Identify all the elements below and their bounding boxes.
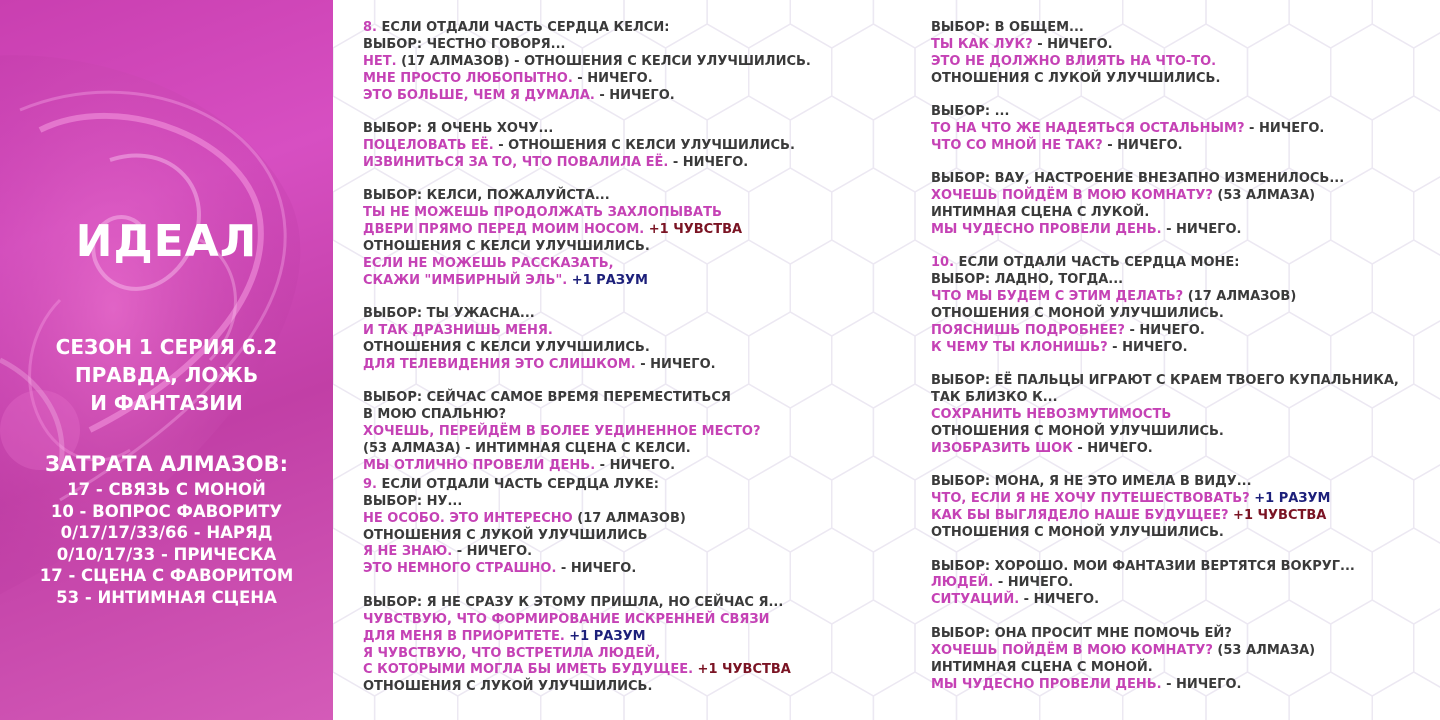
choice-text: (53 АЛМАЗА) [1212,188,1316,204]
choice-text: - НИЧЕГО. [1124,323,1205,339]
choice-block [363,477,811,578]
choice-block [363,595,811,696]
choice-option: ЭТО БОЛЬШЕ, ЧЕМ Я ДУМАЛА. [363,87,595,103]
choice-text: ИНТИМНАЯ СЦЕНА С МОНОЙ. [931,659,1153,675]
choice-line [363,239,811,256]
choice-line [363,662,811,679]
choice-text: (53 АЛМАЗА) - ИНТИМНАЯ СЦЕНА С КЕЛСИ. [363,441,691,457]
choice-option: ЭТО НЕМНОГО СТРАШНО. [363,561,557,577]
hexagon-shape [832,168,915,264]
choice-line [931,407,1399,424]
page-title: ИДЕАЛ [75,216,258,267]
choice-block [931,104,1399,155]
choice-line [363,561,811,578]
choice-text: ВЫБОР: ... [931,104,1010,120]
choice-option: ДЛЯ МЕНЯ В ПРИОРИТЕТЕ. [363,628,565,644]
choice-option: СОХРАНИТЬ НЕВОЗМУТИМОСТЬ [931,407,1172,423]
choice-line [931,323,1399,340]
choice-line [931,272,1399,289]
choice-text: ВЫБОР: ОНА ПРОСИТ МНЕ ПОМОЧЬ ЕЙ? [931,625,1232,641]
choice-line [363,511,811,528]
choice-text: (53 АЛМАЗА) [1212,642,1316,658]
mind-bonus: +1 РАЗУМ [564,628,646,644]
choice-block [363,121,811,172]
choice-line [363,477,811,494]
choice-line [363,407,811,424]
choice-text: ОТНОШЕНИЯ С МОНОЙ УЛУЧШИЛИСЬ. [931,424,1224,440]
choice-line [931,626,1399,643]
diamond-cost-heading: ЗАТРАТА АЛМАЗОВ: [44,452,289,476]
choice-line [363,273,811,290]
choice-text: - НИЧЕГО. [594,87,675,103]
choice-line [363,458,811,475]
choice-option: ДЛЯ ТЕЛЕВИДЕНИЯ ЭТО СЛИШКОМ. [363,356,636,372]
choice-text: - НИЧЕГО. [1161,676,1242,692]
choice-line [931,559,1399,576]
choice-option: ЧУВСТВУЮ, ЧТО ФОРМИРОВАНИЕ ИСКРЕННЕЙ СВЯЗИ [363,611,770,627]
episode-line: И ФАНТАЗИИ [90,391,243,415]
choice-block [931,255,1399,356]
choice-option: ДВЕРИ ПРЯМО ПЕРЕД МОИМ НОСОМ. [363,222,645,238]
choice-option: МЫ ЧУДЕСНО ПРОВЕЛИ ДЕНЬ. [931,222,1162,238]
choice-line [363,595,811,612]
choice-line [363,256,811,273]
choice-line [931,37,1399,54]
choice-line [931,373,1399,390]
choice-text: ОТНОШЕНИЯ С КЕЛСИ УЛУЧШИЛИСЬ. [363,238,650,254]
choice-line [363,155,811,172]
choice-line [931,390,1399,407]
choice-line [363,121,811,138]
choice-line [931,575,1399,592]
choice-text: - НИЧЕГО. [993,575,1074,591]
choice-line [363,612,811,629]
choice-line [931,508,1399,525]
choice-text: - НИЧЕГО. [1019,592,1100,608]
choice-text: - НИЧЕГО. [572,70,653,86]
choice-line [363,357,811,374]
choice-text: ОТНОШЕНИЯ С ЛУКОЙ УЛУЧШИЛИСЬ. [363,679,653,695]
choice-option: МЫ ОТЛИЧНО ПРОВЕЛИ ДЕНЬ. [363,457,596,473]
hexagon-shape [1414,24,1440,120]
senses-bonus: +1 ЧУВСТВА [644,222,743,238]
choice-line [363,88,811,105]
choice-line [931,491,1399,508]
choice-text: ВЫБОР: МОНА, Я НЕ ЭТО ИМЕЛА В ВИДУ... [931,474,1252,490]
choice-line [363,544,811,561]
choice-option: ЧТО СО МНОЙ НЕ ТАК? [931,137,1103,153]
choice-text: ОТНОШЕНИЯ С МОНОЙ УЛУЧШИЛИСЬ. [931,525,1224,541]
choice-option: НЕ ОСОБО. ЭТО ИНТЕРЕСНО [363,510,573,526]
senses-bonus: +1 ЧУВСТВА [1228,508,1327,524]
choice-line [363,54,811,71]
choice-block [931,474,1399,542]
choice-line [363,679,811,696]
diamond-cost-list [0,479,333,609]
section-number: 8. [363,20,377,35]
episode-line: СЕЗОН 1 СЕРИЯ 6.2 [55,335,278,359]
choice-option: ХОЧЕШЬ, ПЕРЕЙДЁМ В БОЛЕЕ УЕДИНЕННОЕ МЕСТО? [363,424,761,440]
choice-line [363,646,811,663]
choice-block [363,20,811,105]
cost-item: 0/17/17/33/66 - НАРЯД [60,523,273,543]
choice-line [931,121,1399,138]
episode-title [0,333,333,417]
choice-line [363,390,811,407]
choice-text: ВЫБОР: КЕЛСИ, ПОЖАЛУЙСТА... [363,188,610,204]
choice-block [931,171,1399,239]
choice-option: ТО НА ЧТО ЖЕ НАДЕЯТЬСЯ ОСТАЛЬНЫМ? [931,121,1245,137]
choice-line [931,104,1399,121]
choice-text: ЕСЛИ ОТДАЛИ ЧАСТЬ СЕРДЦА КЕЛСИ: [376,20,670,35]
choice-line [363,528,811,545]
choice-line [931,54,1399,71]
section-number: 10. [931,255,955,271]
choice-line [931,441,1399,458]
hexagon-shape [1414,168,1440,264]
choice-line [931,222,1399,239]
hexagon-shape [1414,600,1440,696]
choice-line [363,424,811,441]
choice-option: МНЕ ПРОСТО ЛЮБОПЫТНО. [363,70,573,86]
choice-option: ЕСЛИ НЕ МОЖЕШЬ РАССКАЗАТЬ, [363,255,614,271]
choice-line [363,138,811,155]
left-banner [0,0,333,720]
choice-option: ИЗВИНИТЬСЯ ЗА ТО, ЧТО ПОВАЛИЛА ЕЁ. [363,154,669,170]
choice-line [931,660,1399,677]
choice-line [363,441,811,458]
choice-text: - НИЧЕГО. [1244,121,1325,137]
choice-line [931,20,1399,37]
choice-text: - НИЧЕГО. [1072,441,1153,457]
hexagon-shape [832,24,915,120]
choice-option: НЕТ. [363,53,397,69]
choice-text: (17 АЛМАЗОВ) [572,510,686,526]
choice-line [931,643,1399,660]
choice-text: ВЫБОР: ЧЕСТНО ГОВОРЯ... [363,36,566,52]
choice-line [931,205,1399,222]
choice-text: - НИЧЕГО. [635,356,716,372]
choice-text: (17 АЛМАЗОВ) - ОТНОШЕНИЯ С КЕЛСИ УЛУЧШИЛИСЬ. [396,53,811,69]
choice-text: ЕСЛИ ОТДАЛИ ЧАСТЬ СЕРДЦА МОНЕ: [954,255,1240,271]
choice-option: ПОЦЕЛОВАТЬ ЕЁ. [363,137,494,153]
choice-line [931,188,1399,205]
choice-line [363,323,811,340]
choice-text: ВЫБОР: СЕЙЧАС САМОЕ ВРЕМЯ ПЕРЕМЕСТИТЬСЯ [363,390,731,406]
choice-line [363,340,811,357]
cost-item: 10 - ВОПРОС ФАВОРИТУ [50,501,283,521]
choice-text: - НИЧЕГО. [668,154,749,170]
choice-text: - НИЧЕГО. [1107,340,1188,355]
mind-bonus: +1 РАЗУМ [567,272,648,288]
choice-line [363,629,811,646]
choice-option: Я ЧУВСТВУЮ, ЧТО ВСТРЕТИЛА ЛЮДЕЙ, [363,645,661,661]
choice-text: ВЫБОР: ХОРОШО. МОИ ФАНТАЗИИ ВЕРТЯТСЯ ВОКРУГ... [931,558,1355,574]
choice-option: МЫ ЧУДЕСНО ПРОВЕЛИ ДЕНЬ. [931,676,1162,692]
choice-line [931,171,1399,188]
section-number: 9. [363,476,377,492]
choice-line [931,71,1399,88]
senses-bonus: +1 ЧУВСТВА [693,662,791,678]
choice-option: ЧТО, ЕСЛИ Я НЕ ХОЧУ ПУТЕШЕСТВОВАТЬ? [931,491,1250,507]
choice-text: ВЫБОР: В ОБЩЕМ... [931,20,1084,35]
cost-item: 53 - ИНТИМНАЯ СЦЕНА [56,587,277,607]
mind-bonus: +1 РАЗУМ [1249,491,1331,507]
choice-line [363,222,811,239]
choice-option: С КОТОРЫМИ МОГЛА БЫ ИМЕТЬ БУДУЩЕЕ. [363,662,694,678]
choice-text: ВЫБОР: ВАУ, НАСТРОЕНИЕ ВНЕЗАПНО ИЗМЕНИЛОСЬ... [931,171,1345,187]
hexagon-shape [832,312,915,408]
choice-text: ВЫБОР: Я НЕ СРАЗУ К ЭТОМУ ПРИШЛА, НО СЕЙЧАС Я... [363,594,784,610]
choice-line [363,71,811,88]
choice-text: ТАК БЛИЗКО К... [931,390,1058,406]
choice-line [931,525,1399,542]
choice-text: ЕСЛИ ОТДАЛИ ЧАСТЬ СЕРДЦА ЛУКЕ: [376,476,660,492]
choice-option: ИЗОБРАЗИТЬ ШОК [931,441,1073,457]
choice-line [363,494,811,511]
choice-text: - НИЧЕГО. [452,544,533,560]
choice-option: И ТАК ДРАЗНИШЬ МЕНЯ. [363,323,553,339]
choice-text: - НИЧЕГО. [595,457,676,473]
choice-line [931,138,1399,155]
choice-line [363,306,811,323]
cost-item: 17 - СЦЕНА С ФАВОРИТОМ [39,566,294,586]
choice-option: ХОЧЕШЬ ПОЙДЁМ В МОЮ КОМНАТУ? [931,188,1213,204]
choice-line [363,188,811,205]
choice-text: В МОЮ СПАЛЬНЮ? [363,407,507,423]
cost-item: 0/10/17/33 - ПРИЧЕСКА [56,544,277,564]
choice-line [931,677,1399,694]
choice-text: ВЫБОР: НУ... [363,493,463,509]
choice-text: ВЫБОР: ЛАДНО, ТОГДА... [931,272,1124,288]
choice-text: - НИЧЕГО. [1032,36,1113,52]
choices-column-right [931,20,1399,710]
choice-line [931,340,1399,357]
choice-text: - ОТНОШЕНИЯ С КЕЛСИ УЛУЧШИЛИСЬ. [493,137,795,153]
choice-block [363,188,811,289]
choice-option: СКАЖИ "ИМБИРНЫЙ ЭЛЬ". [363,272,568,288]
hexagon-shape [832,600,915,696]
choice-text: - НИЧЕГО. [1161,222,1242,238]
choice-text: ОТНОШЕНИЯ С ЛУКОЙ УЛУЧШИЛИСЬ. [931,70,1221,86]
choice-text: (17 АЛМАЗОВ) [1183,289,1297,305]
choices-column-left [363,20,811,713]
choice-block [931,20,1399,88]
hexagon-shape [1414,456,1440,552]
choice-line [931,306,1399,323]
choice-option: ЛЮДЕЙ. [931,575,994,591]
choice-text: ВЫБОР: ЕЁ ПАЛЬЦЫ ИГРАЮТ С КРАЕМ ТВОЕГО КУПАЛЬНИКА, [931,373,1399,389]
choice-line [931,592,1399,609]
choice-line [363,20,811,37]
choice-line [931,474,1399,491]
choice-block [931,559,1399,610]
choice-option: ХОЧЕШЬ ПОЙДЁМ В МОЮ КОМНАТУ? [931,642,1213,658]
choice-option: ЧТО МЫ БУДЕМ С ЭТИМ ДЕЛАТЬ? [931,289,1184,305]
choice-option: СИТУАЦИЙ. [931,592,1020,608]
choice-option: ПОЯСНИШЬ ПОДРОБНЕЕ? [931,323,1125,339]
choice-text: - НИЧЕГО. [1102,137,1183,153]
choice-text: ОТНОШЕНИЯ С КЕЛСИ УЛУЧШИЛИСЬ. [363,340,650,355]
hexagon-shape [832,456,915,552]
choice-line [931,289,1399,306]
choice-text: ВЫБОР: ТЫ УЖАСНА... [363,306,535,322]
choice-block [363,390,811,475]
choice-text: ВЫБОР: Я ОЧЕНЬ ХОЧУ... [363,121,554,137]
hexagon-shape [1414,312,1440,408]
choice-option: К ЧЕМУ ТЫ КЛОНИШЬ? [931,340,1108,355]
choice-text: - НИЧЕГО. [556,561,637,577]
choice-text: ИНТИМНАЯ СЦЕНА С ЛУКОЙ. [931,205,1150,221]
choice-text: ОТНОШЕНИЯ С МОНОЙ УЛУЧШИЛИСЬ. [931,306,1224,322]
choice-block [931,373,1399,458]
choice-line [363,205,811,222]
choice-block [931,626,1399,694]
episode-line: ПРАВДА, ЛОЖЬ [74,363,259,387]
choice-option: ЭТО НЕ ДОЛЖНО ВЛИЯТЬ НА ЧТО-ТО. [931,53,1217,69]
choice-line [363,37,811,54]
choice-option: КАК БЫ ВЫГЛЯДЕЛО НАШЕ БУДУЩЕЕ? [931,508,1229,524]
choice-option: ТЫ КАК ЛУК? [931,36,1033,52]
choice-text: ОТНОШЕНИЯ С ЛУКОЙ УЛУЧШИЛИСЬ [363,527,648,543]
choice-line [931,255,1399,272]
choice-line [931,424,1399,441]
choice-option: Я НЕ ЗНАЮ. [363,544,453,560]
choice-option: ТЫ НЕ МОЖЕШЬ ПРОДОЛЖАТЬ ЗАХЛОПЫВАТЬ [363,205,722,221]
cost-item: 17 - СВЯЗЬ С МОНОЙ [67,480,266,499]
choice-block [363,306,811,374]
